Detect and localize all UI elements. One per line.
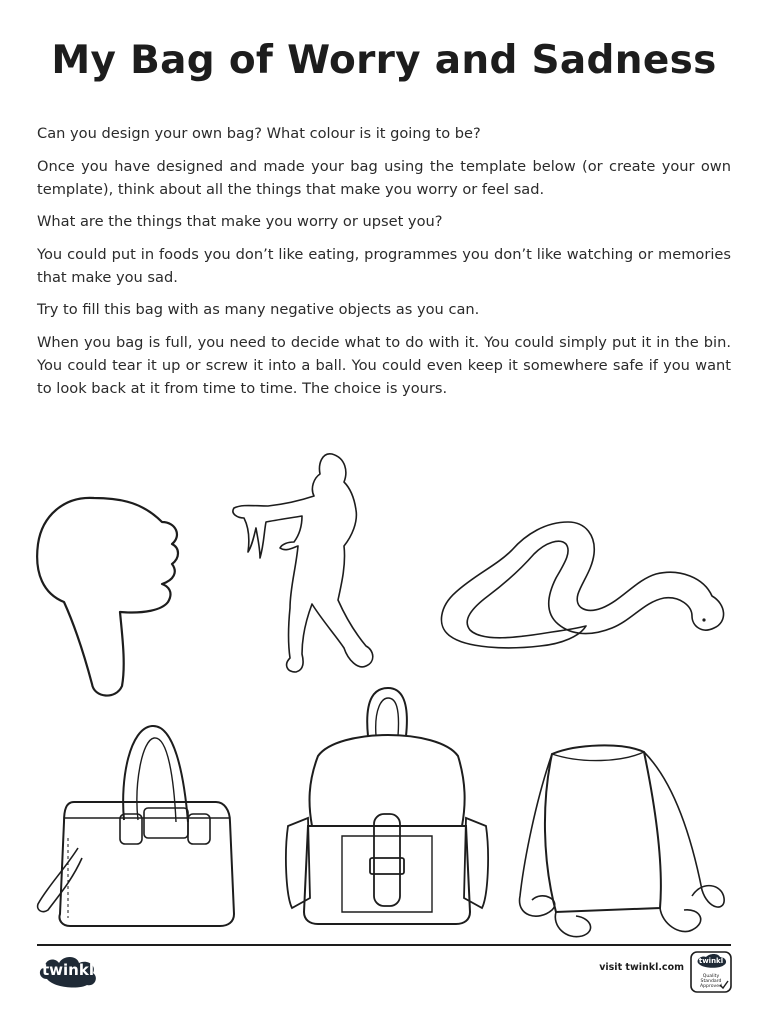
page-title: My Bag of Worry and Sadness (51, 38, 717, 83)
twinkl-logo (37, 955, 99, 989)
handbag-illustration (34, 718, 240, 930)
snake-illustration (436, 516, 728, 656)
badge-caption: Quality Standard Approved (699, 974, 723, 989)
paragraph: What are the things that make you worry or upset you? (37, 213, 443, 230)
zombie-illustration (228, 448, 388, 684)
paragraph: Try to fill this bag with as many negative objects as you can. (37, 301, 480, 318)
paragraph: You could put in foods you don’t like eating, programmes you don’t like watching or memories that make you sad. (37, 245, 731, 286)
visit-link[interactable]: visit twinkl.com (599, 962, 684, 973)
instructions (37, 122, 731, 409)
badge-wordmark: twinkl (698, 957, 724, 965)
thumbs-down-illustration (34, 494, 186, 700)
footer-divider (37, 944, 731, 946)
paragraph: Can you design your own bag? What colour is it going to be? (37, 125, 481, 142)
quality-badge (690, 951, 732, 993)
logo-wordmark: twinkl (42, 961, 94, 979)
drawstring-bag-illustration (512, 740, 732, 942)
backpack-illustration (278, 686, 496, 930)
paragraph: When you bag is full, you need to decide what to do with it. You could simply put it in the bin. You could tear it up or screw it into a ball. You could even keep it somewhere safe if you want to look back at it from time to time. The choice is yours. (37, 333, 731, 397)
paragraph: Once you have designed and made your bag using the template below (or create your own template), think about all the things that make you worry or feel sad. (37, 157, 731, 198)
